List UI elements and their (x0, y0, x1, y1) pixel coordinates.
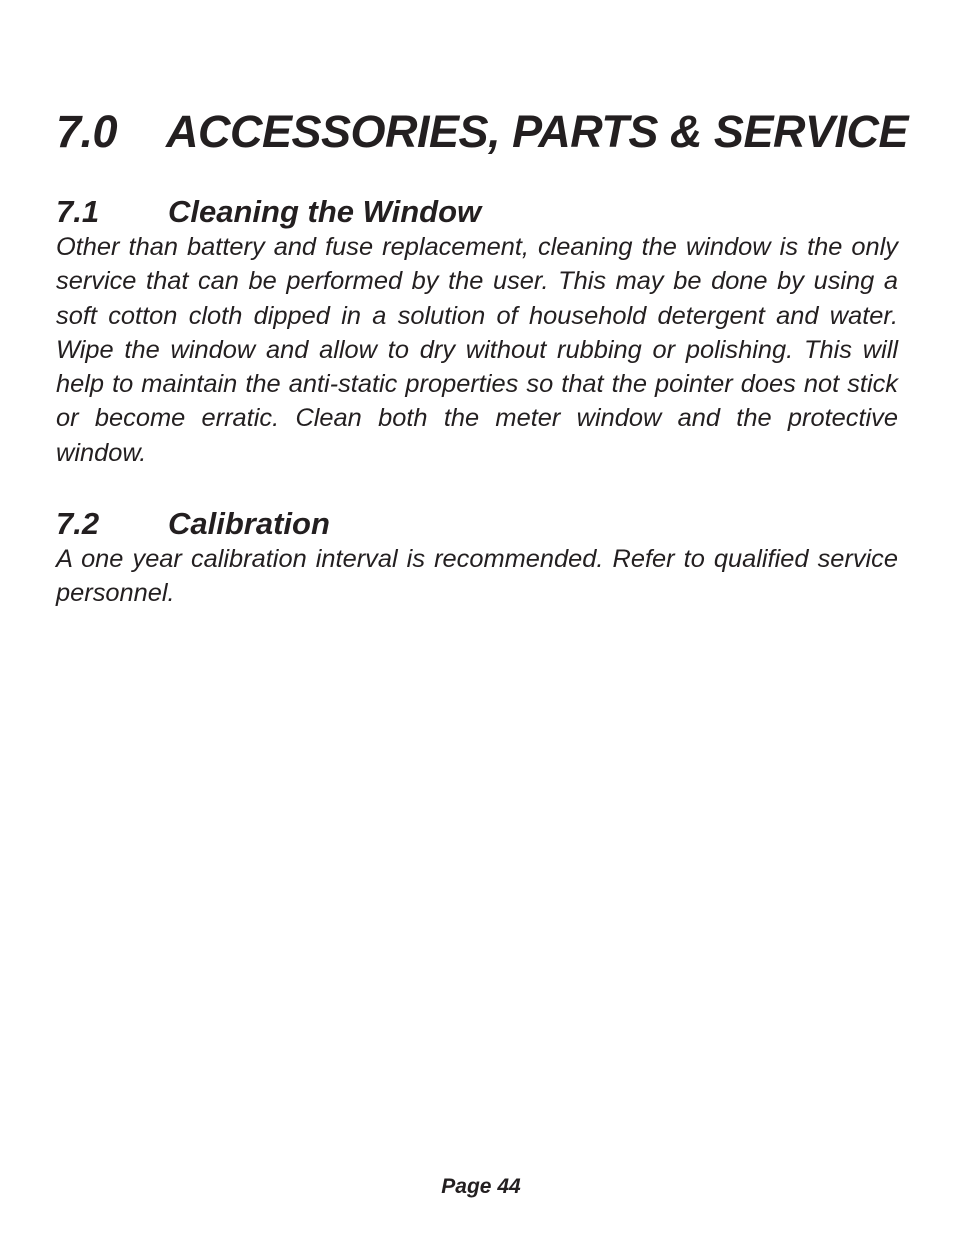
section-heading (56, 506, 898, 542)
section-title: Calibration (168, 506, 330, 541)
section-calibration (56, 506, 898, 611)
section-body: A one year calibration interval is recommended. Refer to qualified service personnel. (56, 545, 898, 608)
section-cleaning-window (56, 194, 898, 470)
section-number: 7.2 (56, 506, 100, 541)
chapter-heading (56, 106, 908, 158)
section-body: Other than battery and fuse replacement, cleaning the window is the only service that can be performed by the user. This may be done by using a soft cotton cloth dipped in a solution of household detergent and water. Wipe the window and allow to dry without rubbing or polishing. This will help to maintain the anti-static properties so that the pointer does not stick or become erratic. Clean both the meter window and the protective window. (56, 233, 898, 467)
section-title: Cleaning the Window (168, 194, 482, 229)
section-number: 7.1 (56, 194, 100, 229)
chapter-number: 7.0 (56, 106, 118, 157)
section-heading (56, 194, 898, 230)
chapter-title: ACCESSORIES, PARTS & SERVICE (166, 106, 908, 157)
page-number: Page 44 (441, 1175, 521, 1198)
document-page (56, 0, 908, 1235)
